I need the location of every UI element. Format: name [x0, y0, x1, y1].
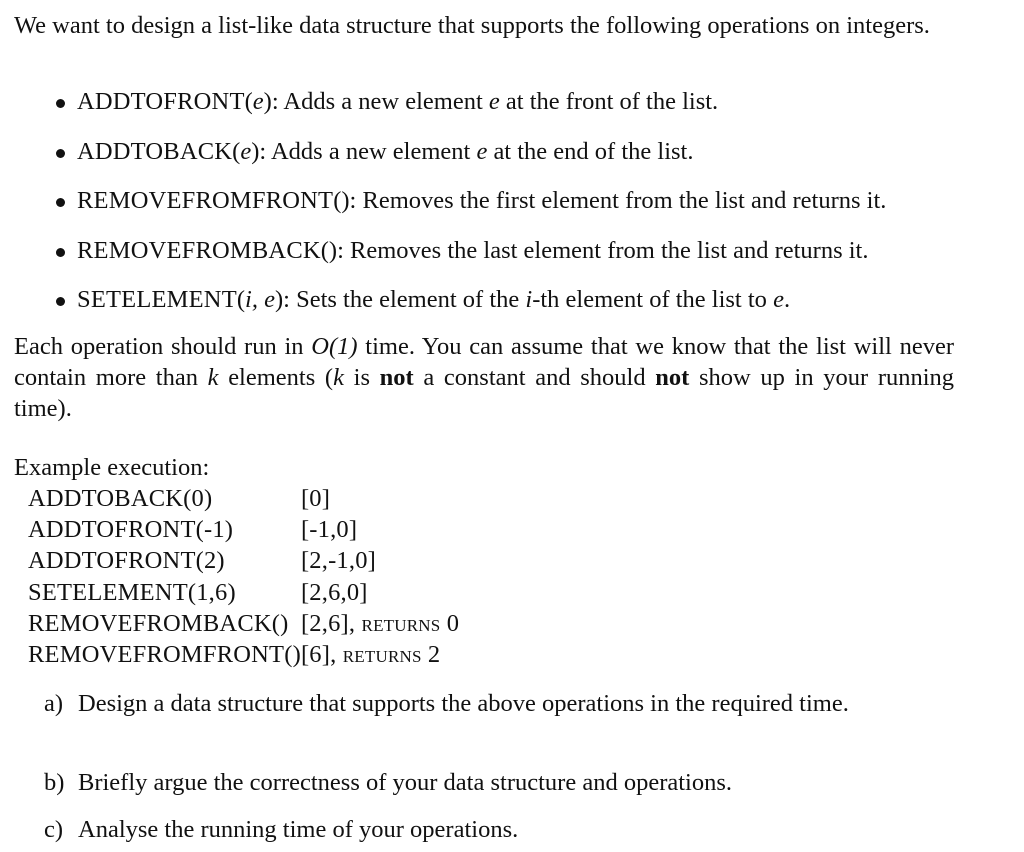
example-state: [6], returns 2 [300, 640, 441, 668]
operation-name: ADDTOFRONT [77, 88, 245, 115]
complexity: O(1) [311, 333, 358, 360]
operation-var: e [476, 137, 488, 165]
table-row [28, 545, 459, 576]
operation-name: REMOVEFROMBACK [77, 236, 321, 264]
var-k: k [207, 364, 219, 391]
intro-paragraph: We want to design a list-like data structure that supports the following operations on integers. [14, 12, 930, 39]
table-row [28, 639, 459, 670]
example-op: ADDTOBACK(0) [28, 485, 213, 512]
part-text: Analyse the running time of your operations. [78, 816, 519, 843]
question-part-c [44, 814, 954, 845]
operation-description-mid: -th element of the list to [532, 286, 767, 313]
operation-var: e [488, 88, 500, 115]
part-text: Briefly argue the correctness of your data structure and operations. [78, 769, 732, 796]
list-item: ADDTOBACK(e): Adds a new element e at the end of the list. [52, 136, 886, 186]
list-item: SETELEMENT(i, e): Sets the element of the i-th element of the list to e. [52, 284, 886, 334]
question-parts [44, 688, 954, 845]
operation-params: e [252, 88, 264, 115]
table-row [28, 608, 459, 639]
question-part-b [44, 767, 954, 814]
part-text: Design a data structure that supports the above operations in the required time. [78, 690, 849, 717]
question-part-a [44, 688, 954, 767]
example-op: REMOVEFROMFRONT() [28, 640, 301, 668]
example-op: REMOVEFROMBACK() [28, 609, 289, 637]
example-state: [-1,0] [300, 516, 358, 544]
operation-params: i, e [245, 286, 275, 313]
list-item: ADDTOFRONT(e): Adds a new element e at the front of the list. [52, 86, 886, 136]
var-k: k [333, 364, 344, 391]
part-label: a) [44, 690, 64, 717]
example-op: SETELEMENT(1,6) [28, 578, 236, 606]
example-state: [2,-1,0] [300, 547, 377, 575]
bullet-icon [56, 99, 65, 108]
bullet-icon [56, 248, 65, 257]
table-row [28, 577, 459, 608]
operation-description-tail: at the end of the list. [493, 137, 694, 165]
operation-description-end: . [783, 286, 791, 313]
list-item: REMOVEFROMBACK(): Removes the last element from the list and returns it. [52, 235, 886, 285]
operation-var-e: e [773, 286, 784, 313]
example-op: ADDTOFRONT(2) [28, 547, 225, 575]
operation-description: : Removes the first element from the list and returns it. [349, 187, 887, 214]
example-state: [2,6], returns 0 [300, 609, 460, 637]
bullet-icon [56, 297, 65, 306]
constraint-paragraph: Each operation should run in O(1) time. You can assume that we know that the list will never contain more than k elements (k is not a constant and should not show up in your running time). [14, 333, 955, 422]
example-table [28, 483, 459, 670]
operation-description: : Adds a new element [259, 137, 471, 165]
part-label: b) [44, 769, 65, 796]
example-heading: Example execution: [14, 454, 210, 481]
operation-description: : Sets the element of the [283, 286, 520, 313]
operation-name: SETELEMENT [77, 286, 237, 313]
operation-name: ADDTOBACK [77, 137, 233, 165]
bullet-icon [56, 149, 65, 158]
bullet-icon [56, 198, 65, 207]
part-label: c) [44, 816, 64, 843]
example-op: ADDTOFRONT(-1) [28, 516, 234, 544]
operation-params: e [240, 137, 252, 165]
table-row [28, 514, 459, 545]
operations-list [52, 86, 886, 334]
emphasis-not: not [379, 364, 414, 391]
operation-description: : Removes the last element from the list and returns it. [337, 236, 869, 264]
operation-description-tail: at the front of the list. [505, 88, 719, 115]
table-row [28, 483, 459, 514]
operation-name: REMOVEFROMFRONT [77, 187, 334, 214]
example-state: [2,6,0] [300, 578, 368, 606]
list-item: REMOVEFROMFRONT(): Removes the first element from the list and returns it. [52, 185, 886, 235]
emphasis-not: not [655, 364, 690, 391]
operation-var-i: i [525, 286, 533, 313]
example-state: [0] [300, 485, 331, 512]
operation-description: : Adds a new element [271, 88, 483, 115]
